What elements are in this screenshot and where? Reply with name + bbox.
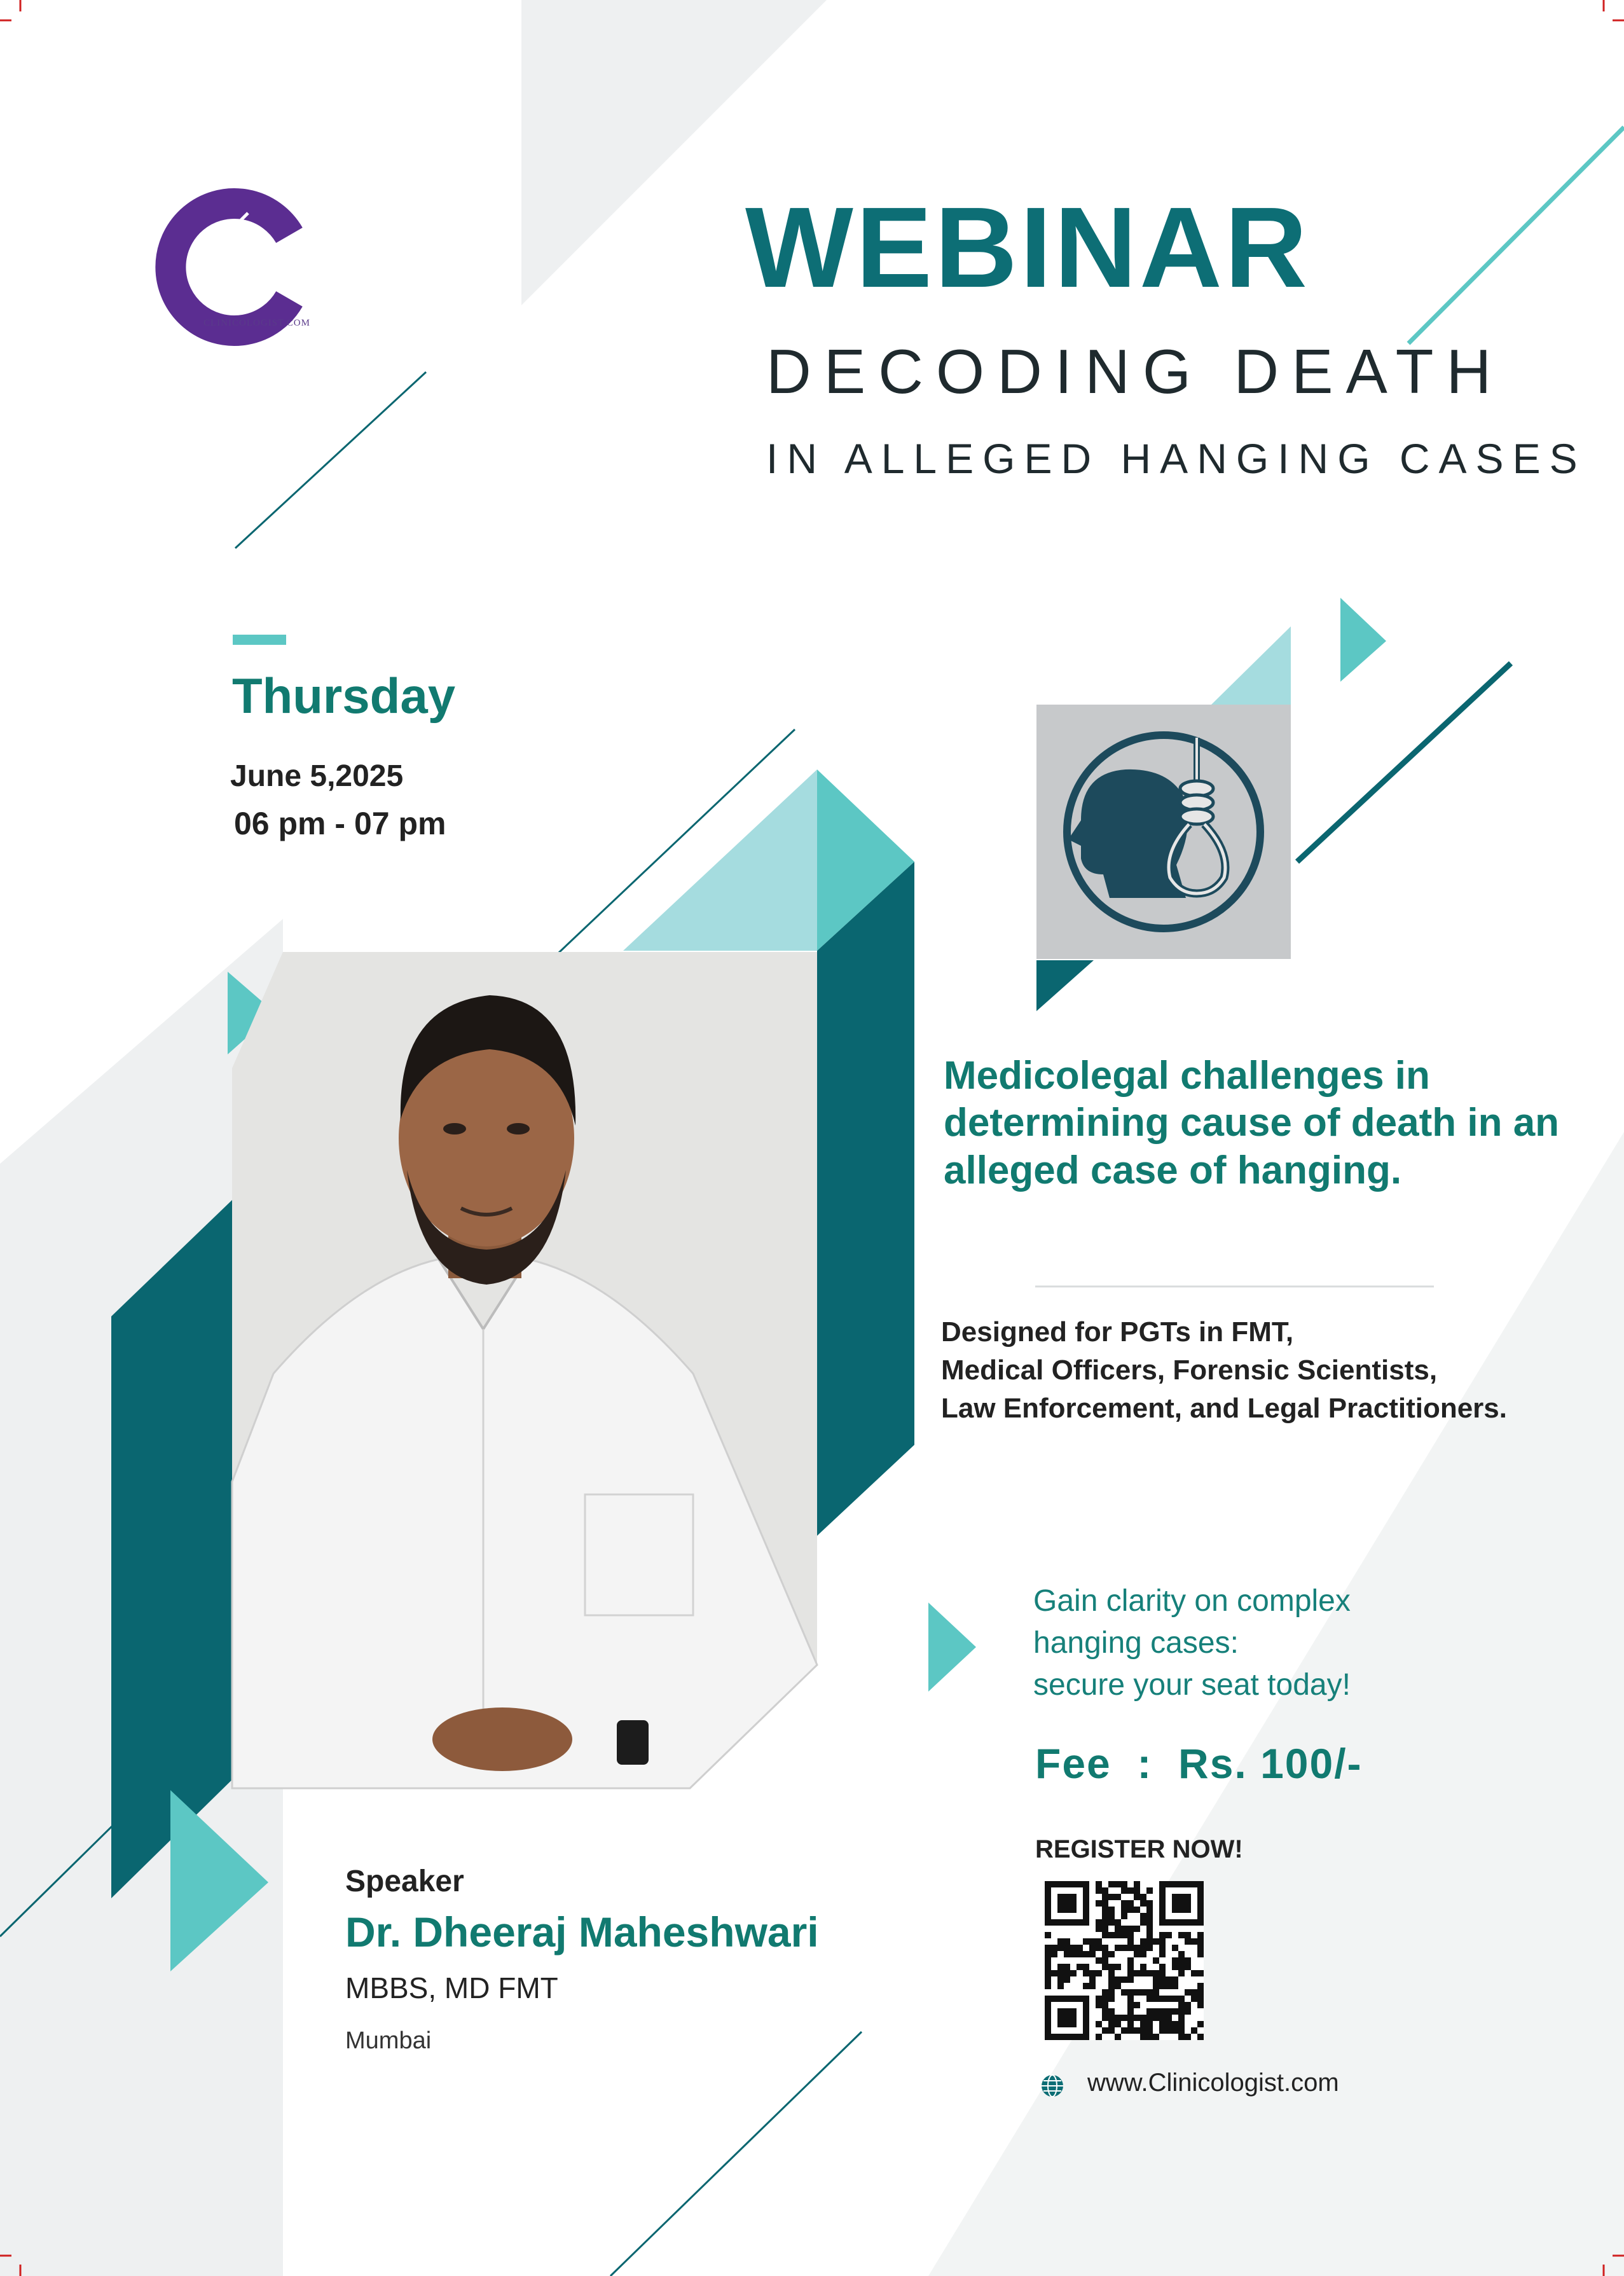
clinicologist-logo-icon xyxy=(170,203,289,331)
speaker-city: Mumbai xyxy=(345,2027,432,2054)
noose-head-icon xyxy=(1036,705,1291,959)
schedule-time: 06 pm - 07 pm xyxy=(234,806,446,841)
cta-line: hanging cases: xyxy=(1033,1626,1239,1660)
speaker-name: Dr. Dheeraj Maheshwari xyxy=(345,1908,819,1955)
speaker-photo xyxy=(232,952,817,1788)
audience-line: Medical Officers, Forensic Scientists, xyxy=(941,1354,1438,1386)
website-link[interactable]: www.Clinicologist.com xyxy=(1087,2069,1339,2097)
audience-text xyxy=(941,1313,1621,1427)
qr-code-icon xyxy=(1045,1881,1204,2040)
fee-text: Fee : Rs. 100/- xyxy=(1035,1740,1363,1787)
subtitle-line2: IN ALLEGED HANGING CASES xyxy=(766,435,1586,482)
speaker-qualification: MBBS, MD FMT xyxy=(345,1971,558,2004)
globe-icon xyxy=(1042,2075,1063,2097)
schedule-day: Thursday xyxy=(232,668,456,724)
subtitle-line1: DECODING DEATH xyxy=(766,336,1504,406)
audience-line: Law Enforcement, and Legal Practitioners. xyxy=(941,1392,1507,1424)
cta-line: secure your seat today! xyxy=(1033,1668,1351,1702)
cta-text xyxy=(1033,1580,1466,1707)
cta-line: Gain clarity on complex xyxy=(1033,1584,1351,1618)
register-label[interactable]: REGISTER NOW! xyxy=(1035,1835,1243,1863)
audience-line: Designed for PGTs in FMT, xyxy=(941,1316,1294,1348)
speaker-label: Speaker xyxy=(345,1865,464,1898)
page-title: WEBINAR xyxy=(745,184,1310,312)
logo-caption: CLINICOLOGIST.COM xyxy=(203,318,310,328)
topic-headline: Medicolegal challenges in determining cause of death in an alleged case of hanging. xyxy=(944,1054,1560,1192)
schedule-date: June 5,2025 xyxy=(230,759,404,793)
